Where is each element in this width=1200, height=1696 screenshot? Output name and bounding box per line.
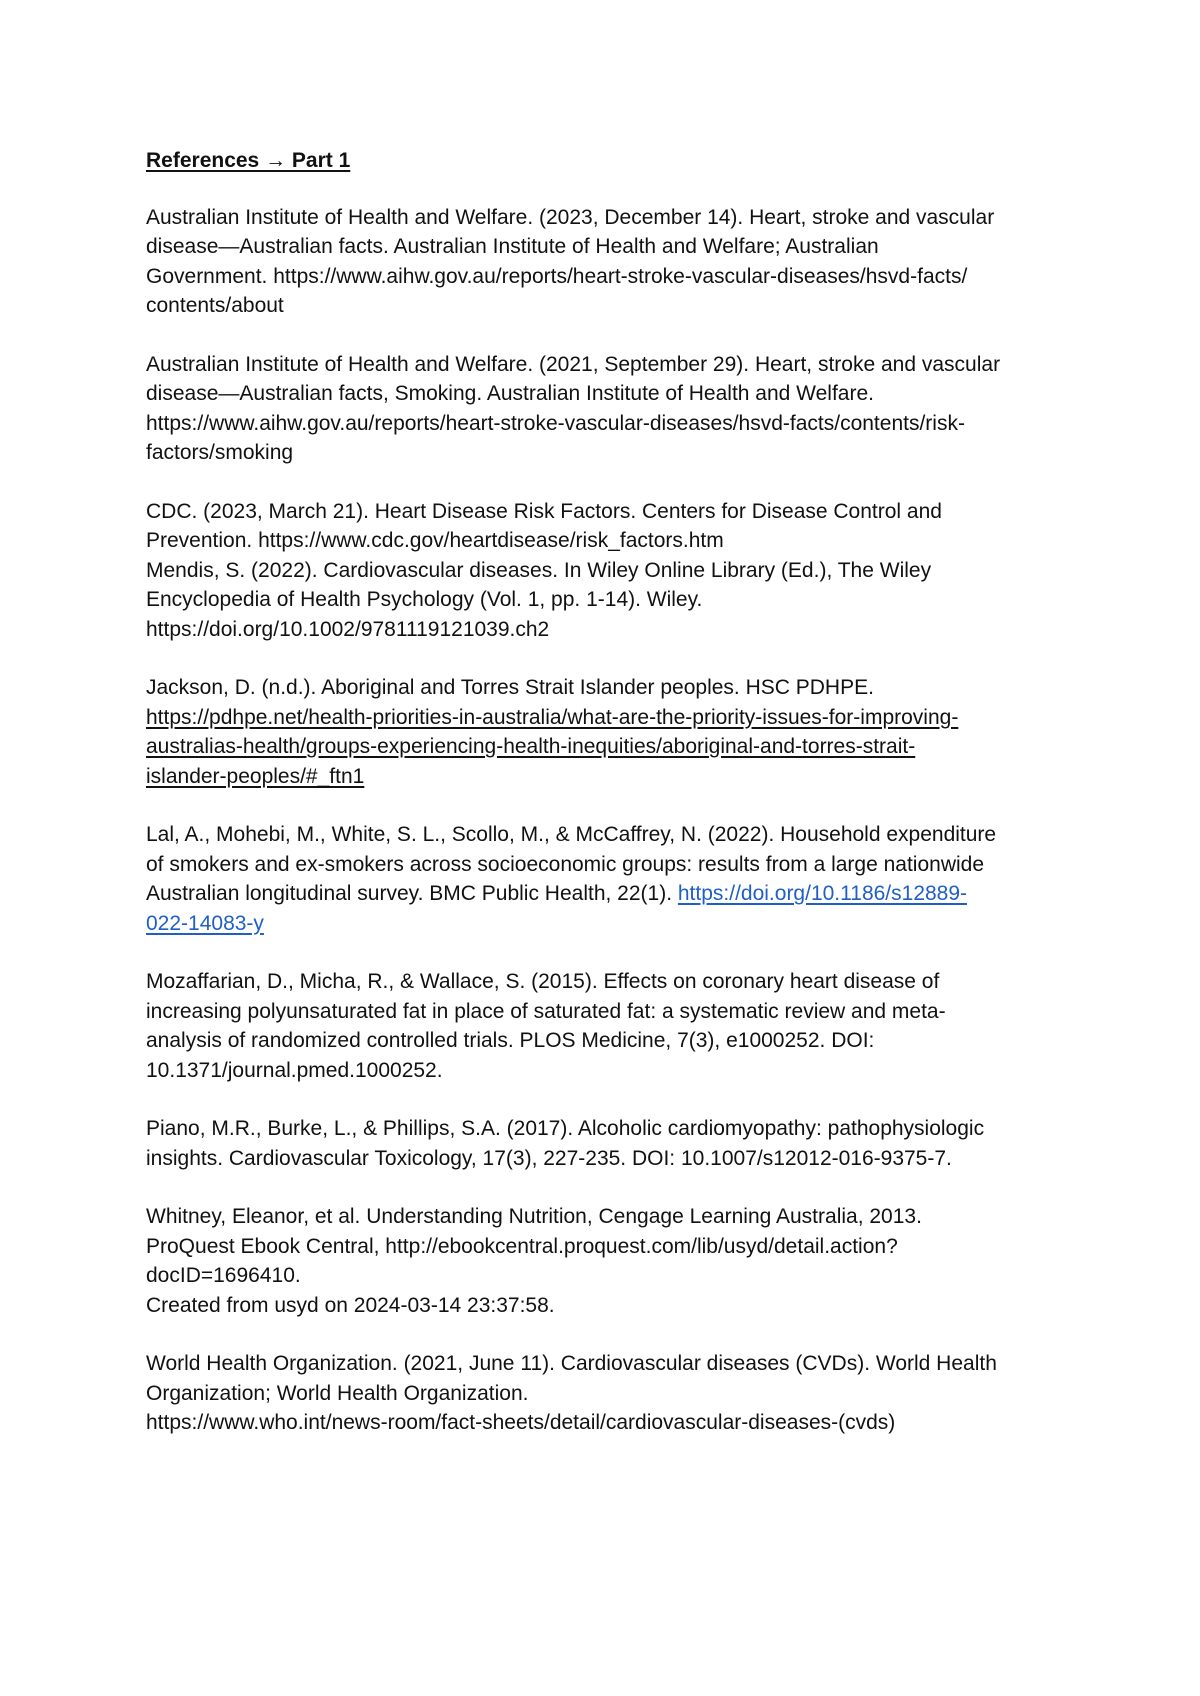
reference-line: analysis of randomized controlled trials. PLOS Medicine, 7(3), e1000252. DOI:	[146, 1029, 875, 1052]
doi-link[interactable]: 022-14083-y	[146, 911, 264, 935]
reference-aihw-2023	[146, 203, 1066, 321]
reference-line: disease—Australian facts. Australian Institute of Health and Welfare; Australian	[146, 235, 879, 258]
reference-line: Australian Institute of Health and Welfare. (2023, December 14). Heart, stroke and vascular	[146, 205, 995, 229]
reference-line: https://doi.org/10.1002/9781119121039.ch2	[146, 617, 550, 641]
reference-mozaffarian	[146, 967, 1066, 1085]
reference-whitney	[146, 1202, 1066, 1320]
reference-line: 10.1371/journal.pmed.1000252.	[146, 1058, 443, 1082]
reference-line: https://www.who.int/news-room/fact-sheets/detail/cardiovascular-diseases-(cvds)	[146, 1411, 896, 1434]
reference-link[interactable]: australias-health/groups-experiencing-health-inequities/aboriginal-and-torres-strait-	[146, 735, 916, 758]
reference-link[interactable]: https://pdhpe.net/health-priorities-in-australia/what-are-the-priority-issues-for-improving-	[146, 705, 959, 729]
reference-link[interactable]: islander-peoples/#_ftn1	[146, 764, 365, 788]
reference-line: disease—Australian facts, Smoking. Australian Institute of Health and Welfare.	[146, 382, 874, 405]
reference-line: increasing polyunsaturated fat in place of saturated fat: a systematic review and meta-	[146, 999, 946, 1023]
references-body	[146, 146, 1066, 1467]
reference-line: ProQuest Ebook Central, http://ebookcentral.proquest.com/lib/usyd/detail.action?	[146, 1234, 898, 1258]
reference-line: Lal, A., Mohebi, M., White, S. L., Scollo, M., & McCaffrey, N. (2022). Household expenditure	[146, 823, 997, 846]
reference-lal	[146, 820, 1066, 938]
reference-line: Australian Institute of Health and Welfare. (2021, September 29). Heart, stroke and vascular	[146, 352, 1001, 376]
reference-line: Mozaffarian, D., Micha, R., & Wallace, S. (2015). Effects on coronary heart disease of	[146, 970, 940, 993]
reference-line: Jackson, D. (n.d.). Aboriginal and Torres Strait Islander peoples. HSC PDHPE.	[146, 676, 874, 699]
doi-link[interactable]: https://doi.org/10.1186/s12889-	[677, 882, 968, 905]
reference-line: Whitney, Eleanor, et al. Understanding Nutrition, Cengage Learning Australia, 2013.	[146, 1205, 922, 1228]
reference-line: CDC. (2023, March 21). Heart Disease Risk Factors. Centers for Disease Control and	[146, 499, 942, 523]
reference-line: Mendis, S. (2022). Cardiovascular diseases. In Wiley Online Library (Ed.), The Wiley	[146, 558, 932, 582]
reference-jackson	[146, 673, 1066, 791]
reference-text: Australian longitudinal survey. BMC Public Health, 22(1).	[146, 882, 678, 905]
reference-line: factors/smoking	[146, 441, 294, 464]
reference-line: World Health Organization. (2021, June 11). Cardiovascular diseases (CVDs). World Health	[146, 1352, 997, 1375]
reference-who	[146, 1349, 1066, 1438]
reference-line: docID=1696410.	[146, 1264, 301, 1287]
reference-line: Piano, M.R., Burke, L., & Phillips, S.A. (2017). Alcoholic cardiomyopathy: pathophysiologic	[146, 1117, 985, 1140]
reference-mendis	[146, 556, 1066, 645]
reference-line: Organization; World Health Organization.	[146, 1381, 529, 1405]
reference-line: Encyclopedia of Health Psychology (Vol. 1, pp. 1-14). Wiley.	[146, 588, 703, 611]
reference-line: https://www.aihw.gov.au/reports/heart-stroke-vascular-diseases/hsvd-facts/contents/risk-	[146, 411, 965, 435]
reference-line: contents/about	[146, 294, 284, 317]
reference-line	[146, 879, 1066, 909]
reference-line: insights. Cardiovascular Toxicology, 17(3), 227-235. DOI: 10.1007/s12012-016-9375-7.	[146, 1146, 952, 1170]
page-title: References → Part 1	[146, 149, 351, 172]
reference-cdc	[146, 497, 1066, 556]
reference-piano	[146, 1114, 1066, 1173]
reference-line: Created from usyd on 2024-03-14 23:37:58.	[146, 1293, 555, 1317]
reference-aihw-2021	[146, 350, 1066, 468]
reference-line: Prevention. https://www.cdc.gov/heartdisease/risk_factors.htm	[146, 529, 724, 552]
reference-line: of smokers and ex-smokers across socioeconomic groups: results from a large nationwide	[146, 852, 985, 876]
reference-line: Government. https://www.aihw.gov.au/reports/heart-stroke-vascular-diseases/hsvd-facts/	[146, 264, 968, 288]
